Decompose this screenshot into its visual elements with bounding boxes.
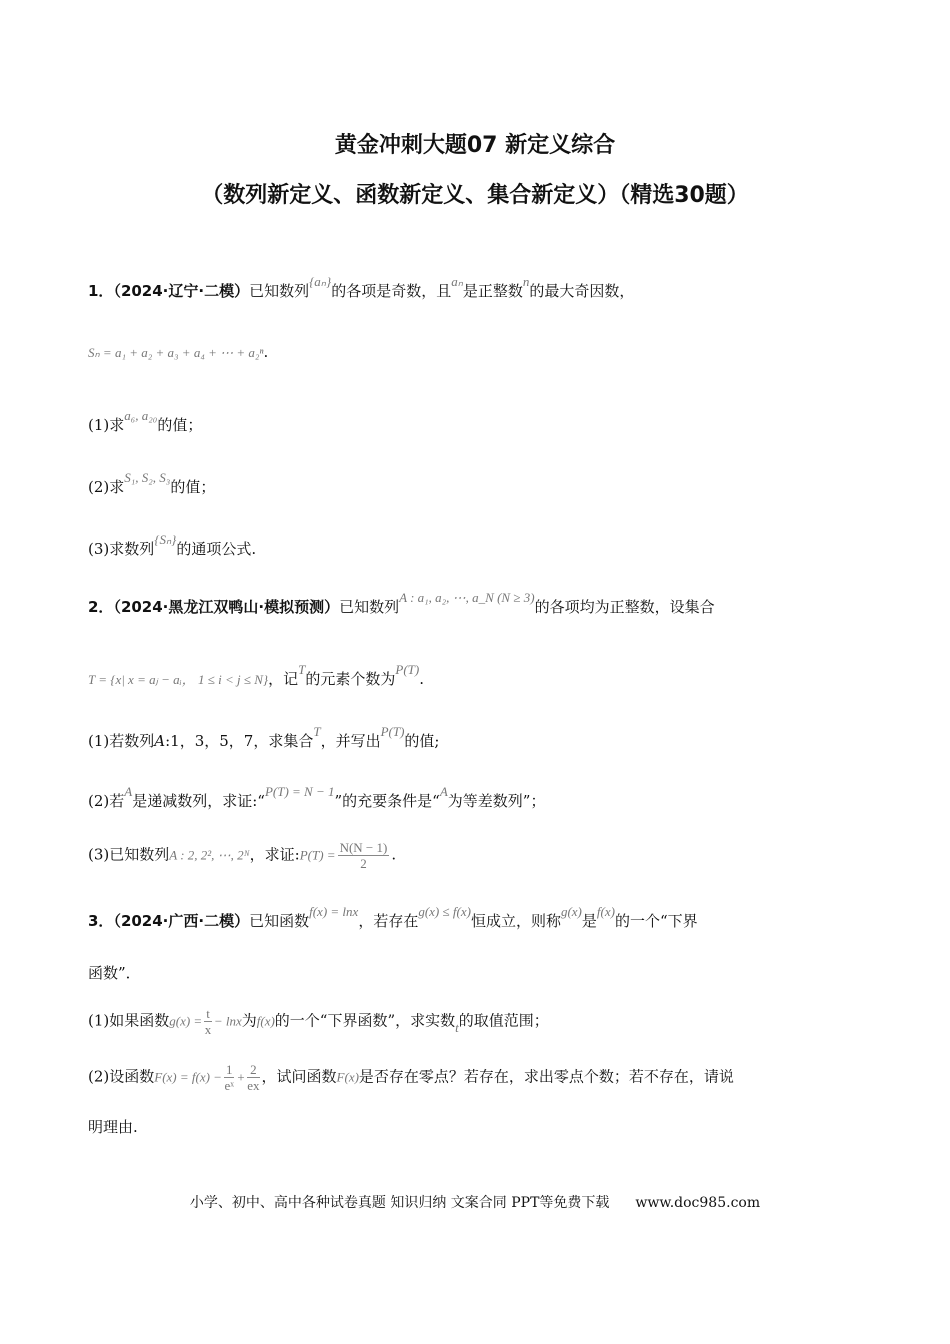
- page-subtitle: （数列新定义、函数新定义、集合新定义）（精选30题）: [201, 183, 749, 208]
- math: f(x): [256, 1013, 275, 1029]
- question-1-part-2: [88, 470, 216, 497]
- numerator: 1: [225, 1062, 233, 1077]
- denominator: eˣ: [224, 1078, 234, 1093]
- text: ，试问函数: [261, 1067, 337, 1086]
- math: F(x): [336, 1069, 359, 1085]
- page-footer: [0, 1192, 950, 1212]
- math: {Sₙ}: [154, 532, 177, 547]
- numerator: N(N − 1): [339, 840, 388, 855]
- math: S₁, S₂, S₃: [124, 470, 171, 485]
- text: (1)若数列: [88, 732, 155, 750]
- text: 已知数列: [339, 598, 400, 616]
- math: n: [522, 274, 530, 289]
- text: 是递减数列，求证:“: [132, 792, 265, 810]
- math: T: [298, 662, 306, 677]
- math: A : 2, 2², ⋯, 2ᴺ: [169, 847, 250, 863]
- math: P(T): [395, 662, 420, 677]
- question-2-part-2: [88, 784, 546, 811]
- math: t: [455, 1019, 459, 1035]
- text: 是否存在零点？若存在，求出零点个数；若不存在，请说: [358, 1067, 734, 1086]
- math: F(x) = f(x) −: [154, 1069, 222, 1085]
- text: 的值；: [157, 416, 203, 434]
- question-2-stem: [88, 590, 715, 617]
- text: ，并写出: [320, 732, 381, 750]
- question-3-part-2-cont: [88, 1116, 138, 1137]
- math: Sₙ = a₁ + a₂ + a₃ + a₄ + ⋯ + a₂ⁿ: [88, 345, 264, 360]
- footer-url: www.doc985.com: [635, 1195, 761, 1211]
- text: :1，3，5，7，求集合: [165, 732, 314, 750]
- text: 已知函数: [249, 912, 310, 930]
- math: A : a₁, a₂, ⋯, a_N (N ≥ 3): [399, 590, 535, 605]
- page-title: 黄金冲刺大题07 新定义综合: [334, 133, 616, 158]
- math: − lnx: [213, 1013, 242, 1029]
- question-source: （2024·黑龙江双鸭山·模拟预测）: [113, 598, 340, 616]
- fraction: [224, 1062, 235, 1093]
- text: 恒成立，则称: [470, 912, 561, 930]
- question-3-stem-cont: [88, 962, 141, 983]
- math: P(T) = N − 1: [264, 784, 335, 799]
- text: 函数”．: [88, 964, 141, 982]
- text: 的各项是奇数，且: [331, 282, 452, 300]
- math: {aₙ}: [309, 274, 332, 289]
- question-1-formula: [88, 343, 268, 361]
- text: 的取值范围；: [458, 1011, 549, 1030]
- question-source: （2024·辽宁·二模）: [113, 282, 250, 300]
- denominator: x: [204, 1022, 212, 1037]
- text: 的最大奇因数，: [529, 282, 635, 300]
- fraction: [204, 1006, 212, 1037]
- text: 的值；: [170, 478, 216, 496]
- text: .: [419, 670, 424, 688]
- text: ，求证:: [249, 845, 300, 864]
- text: 的值;: [404, 732, 440, 750]
- text: 的一个“下界函数”，求实数: [274, 1011, 456, 1030]
- question-2-part-3: [88, 840, 396, 871]
- text: (3)已知数列: [88, 845, 170, 864]
- text: 为: [241, 1011, 257, 1030]
- question-3-part-1: [88, 1006, 549, 1037]
- math: g(x): [560, 904, 582, 919]
- math: P(T): [380, 724, 405, 739]
- numerator: 2: [247, 1062, 259, 1078]
- question-2-part-1: [88, 724, 440, 751]
- text: 是正整数: [462, 282, 523, 300]
- math: g(x) ≤ f(x): [418, 904, 471, 919]
- math: A: [154, 732, 166, 750]
- text: .: [263, 343, 269, 361]
- question-number: 2．: [88, 598, 114, 616]
- fraction: [247, 1062, 259, 1093]
- part-label: (3)求数列: [88, 540, 155, 558]
- text: 的各项均为正整数，设集合: [534, 598, 715, 616]
- math: A: [439, 784, 448, 799]
- text: 明理由.: [88, 1118, 138, 1136]
- math: P(T) =: [299, 847, 336, 863]
- question-number: 3．: [88, 912, 114, 930]
- text: (2)若: [88, 792, 125, 810]
- question-3-part-2: [88, 1062, 734, 1093]
- math: T: [313, 724, 321, 739]
- numerator: t: [206, 1006, 210, 1021]
- text: 的元素个数为: [305, 670, 396, 688]
- text: ”的充要条件是“: [334, 792, 440, 810]
- question-2-set: [88, 662, 424, 689]
- text: ，若存在: [358, 912, 419, 930]
- math: g(x) =: [169, 1013, 203, 1029]
- math: +: [236, 1069, 246, 1085]
- denominator: 2: [360, 856, 367, 871]
- text: .: [391, 845, 397, 864]
- question-3-stem: [88, 904, 698, 931]
- text: (1)如果函数: [88, 1011, 170, 1030]
- text: 的通项公式.: [176, 540, 257, 558]
- math: f(x): [596, 904, 615, 919]
- part-label: (2)求: [88, 478, 125, 496]
- text: ，记: [268, 670, 299, 688]
- text: 已知数列: [249, 282, 310, 300]
- math: A: [124, 784, 133, 799]
- text: 的一个“下界: [614, 912, 698, 930]
- text: 为等差数列”；: [447, 792, 546, 810]
- fraction: [338, 840, 390, 871]
- question-number: 1．: [88, 282, 114, 300]
- part-label: (1)求: [88, 416, 125, 434]
- question-1-part-3: [88, 532, 257, 559]
- question-1-stem: [88, 274, 635, 301]
- question-source: （2024·广西·二模）: [113, 912, 250, 930]
- question-1-part-1: [88, 408, 203, 435]
- denominator: ex: [247, 1078, 260, 1093]
- math: aₙ: [451, 274, 463, 289]
- text: 是: [581, 912, 597, 930]
- footer-text: 小学、初中、高中各种试卷真题 知识归纳 文案合同 PPT等免费下载: [189, 1195, 610, 1211]
- math: f(x) = lnx: [309, 904, 359, 919]
- math: T = {x| x = aⱼ − aᵢ: [88, 672, 182, 687]
- math: a₆, a₂₀: [124, 408, 158, 423]
- math: ， 1 ≤ i < j ≤ N}: [181, 672, 269, 687]
- text: (2)设函数: [88, 1067, 155, 1086]
